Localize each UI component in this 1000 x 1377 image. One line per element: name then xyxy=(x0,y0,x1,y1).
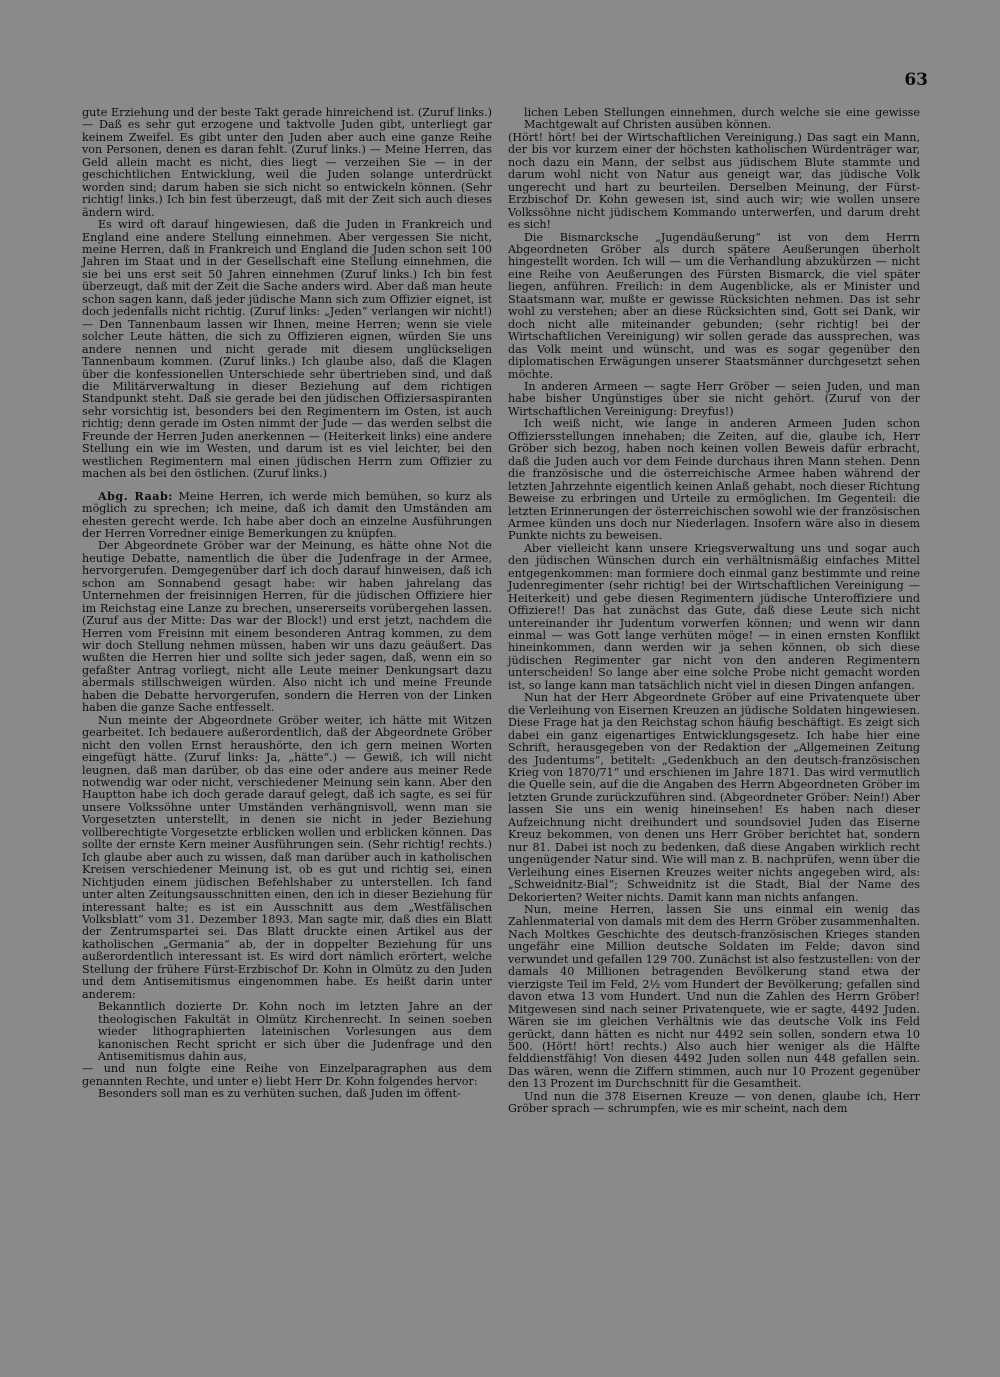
block-quote: lichen Leben Stellungen einnehmen, durch welche sie eine gewisse Machtgewalt auf Christen ausüben können. xyxy=(524,106,920,132)
block-quote: Besonders soll man es zu verhüten suchen, daß Juden im öffent- xyxy=(98,1087,461,1101)
speech-text: Meine Herren, ich werde mich bemühen, so kurz als möglich zu sprechen; ich meine, daß ich damit den Umständen am ehesten gerecht werde. Ich habe aber doch an einzelne Ausführungen der Herren Vorredner einige Bemerkungen zu knüpfen. xyxy=(82,489,492,540)
paragraph: gute Erziehung und der beste Takt gerade hinreichend ist. (Zuruf links.) — Daß es sehr gut erzogene und taktvolle Juden gibt, unterliegt gar keinem Zweifel. Es gibt unter den Juden aber auch eine ganze Reihe von Personen, denen es daran fehlt. (Zuruf links.) — Meine Herren, das Geld allein macht es nicht, dies liegt — verzeihen Sie — in der geschichtlichen Entwicklung, weil die Juden solange unterdrückt worden sind; darum haben sie sich nicht so entwickeln können. (Sehr richtig! links.) Ich bin fest überzeugt, daß mit der Zeit sich auch dieses ändern wird. xyxy=(82,106,492,219)
block-quote: Bekanntlich dozierte Dr. Kohn noch im letzten Jahre an der theologischen Fakultät in Olmütz Kirchenrecht. In seinen soeben wieder lithographierten lateinischen Vorlesungen aus dem kanonischen Recht spricht er sich über die Judenfrage und den Antisemitismus dahin aus, xyxy=(98,1000,492,1063)
speech-paragraph xyxy=(82,491,492,541)
paragraph: Nun, meine Herren, lassen Sie uns einmal ein wenig das Zahlenmaterial von damals mit dem des Herrn Gröber zusammenhalten. Nach Moltkes Geschichte des deutsch-französischen Krieges standen ungefähr eine Million deutsche Soldaten im Felde; davon sind verwundet und gefallen 129 700. Zunächst ist also festzustellen: von der damals 40 Millionen betragenden Bevölkerung stand etwa der vierzigste Teil im Feld, 2½ vom Hundert der Bevölkerung; gefallen sind davon etwa 13 vom Hundert. Und nun die Zahlen des Herrn Gröber! Mitgewesen sind nach seiner Privatenquete, wie er sagte, 4492 Juden. Wären sie im gleichen Verhältnis wie das deutsche Volk ins Feld gerückt, dann hätten es nicht nur 4492 sein sollen, sondern etwa 10 500. (Hört! hört! rechts.) Also auch hier weniger als die Hälfte felddienstfähig! Von diesen 4492 Juden sollen nun 448 gefallen sein. Das wären, wenn die Ziffern stimmen, auch nur 10 Prozent gegenüber den 13 Prozent im Durchschnitt für die Gesamtheit. xyxy=(508,903,920,1091)
paragraph: In anderen Armeen — sagte Herr Gröber — seien Juden, und man habe bisher Ungünstiges über sie nicht gehört. (Zuruf von der Wirtschaftlichen Vereinigung: Dreyfus!) xyxy=(508,379,920,418)
paragraph: Es wird oft darauf hingewiesen, daß die Juden in Frankreich und England eine andere Stellung einnehmen. Aber vergessen Sie nicht, meine Herren, daß in Frankreich und England die Juden schon seit 100 Jahren im Staat und in der Gesellschaft eine Stellung einnehmen, die sie bei uns erst seit 50 Jahren einnehmen (Zuruf links.) Ich bin fest überzeugt, daß mit der Zeit die Sache anders wird. Aber daß man heute schon sagen kann, daß jeder jüdische Mann sich zum Offizier eignet, ist doch jedenfalls nicht richtig. (Zuruf links: „Jeden“ verlangen wir nicht!) — Den Tannenbaum lassen wir Ihnen, meine Herren; wenn sie viele solcher Leute hätten, die sich zu Offizieren eignen, würden Sie uns andere nennen und nicht gerade mit diesem unglückseligen Tannenbaum kommen. (Zuruf links.) Ich glaube also, daß die Klagen über die konfessionellen Unterschiede sehr übertrieben sind, und daß die Militärverwaltung in dieser Beziehung auf dem richtigen Standpunkt steht. Daß sie gerade bei den jüdischen Offiziersaspiranten sehr vorsichtig ist, besonders bei den Regimentern im Osten, ist auch richtig; denn gerade im Osten nimmt der Jude — das werden selbst die Freunde der Herren Juden anerkennen — (Heiterkeit links) eine andere Stellung ein wie im Westen, und darum ist es viel leichter, bei den westlichen Regimentern mal einen jüdischen Herrn zum Offizier zu machen als bei den östlichen. (Zuruf links.) xyxy=(82,218,492,481)
right-column xyxy=(508,107,920,1116)
paragraph: Nun meinte der Abgeordnete Gröber weiter, ich hätte mit Witzen gearbeitet. Ich bedauere außerordentlich, daß der Abgeordnete Gröber nicht den vollen Ernst heraushörte, den ich gern meinen Worten eingefügt hätte. (Zuruf links: Ja, „hätte“.) — Gewiß, ich will nicht leugnen, daß man darüber, ob das eine oder andere aus meiner Rede notwendig war oder nicht, verschiedener Meinung sein kann. Aber den Hauptton habe ich doch gerade darauf gelegt, daß ich sagte, es sei für unsere Volkssöhne unter Umständen verhängnisvoll, wenn man sie Vorgesetzten unterstellt, in denen sie nicht in jeder Beziehung vollberechtigte Vorgesetzte erblicken wollen und erblicken können. Das sollte der ernste Kern meiner Ausführungen sein. (Sehr richtig! rechts.) Ich glaube aber auch zu wissen, daß man darüber auch in katholischen Kreisen verschiedener Meinung ist, ob es gut und richtig sei, einen Nichtjuden einem jüdischen Befehlshaber zu unterstellen. Ich fand unter alten Zeitungsausschnitten einen, den ich in dieser Beziehung für interessant halte; es ist ein Ausschnitt aus dem „Westfälischen Volksblatt“ vom 31. Dezember 1893. Man sagte mir, daß dies ein Blatt der Zentrumspartei sei. Das Blatt druckte einen Artikel aus der katholischen „Germania“ ab, der in doppelter Beziehung für uns außerordentlich interessant ist. Es wird dort nämlich erörtert, welche Stellung der frühere Fürst-Erzbischof Dr. Kohn in Olmütz zu den Juden und dem Antisemitismus eingenommen habe. Es heißt darin unter anderem: xyxy=(82,713,492,1001)
paragraph: Aber vielleicht kann unsere Kriegsverwaltung uns und sogar auch den jüdischen Wünschen durch ein verhältnismäßig einfaches Mittel entgegenkommen: man formiere doch einmal ganz bestimmte und reine Judenregimenter (sehr richtig! bei der Wirtschaftlichen Vereinigung — Heiterkeit) und gebe diesen Regimentern jüdische Unteroffiziere und Offiziere!! Das hat zunächst das Gute, daß diese Leute sich nicht untereinander ihr Judentum vorwerfen können; und wenn wir dann einmal — was Gott lange verhüten möge! — in einen ernsten Konflikt hineinkommen, dann werden wir ja sehen können, ob sich diese jüdischen Regimenter gar nicht von den anderen Regimentern unterscheiden! So lange aber eine solche Probe nicht gemacht worden ist, so lange kann man tatsächlich nicht viel in diesen Dingen anfangen. xyxy=(508,541,920,692)
paragraph: (Hört! hört! bei der Wirtschaftlichen Vereinigung.) Das sagt ein Mann, der bis vor kurzem einer der höchsten katholischen Würdenträger war, noch dazu ein Mann, der selbst aus jüdischem Blute stammte und darum wohl nicht von Natur aus geneigt war, das jüdische Volk ungerecht und hart zu beurteilen. Derselben Meinung, der Fürst-Erzbischof Dr. Kohn gewesen ist, sind auch wir; wie wollen unsere Volkssöhne nicht jüdischem Kommando unterwerfen, und darum dreht es sich! xyxy=(508,130,920,232)
paragraph: Der Abgeordnete Gröber war der Meinung, es hätte ohne Not die heutige Debatte, namentlich die über die Judenfrage in der Armee, hervorgerufen. Demgegenüber darf ich doch darauf hinweisen, daß ich schon am Sonnabend gesagt habe: wir haben jahrelang das Unternehmen der freisinnigen Herren, für die jüdischen Offiziere hier im Reichstag eine Lanze zu brechen, unsererseits vorübergehen lassen. (Zuruf aus der Mitte: Das war der Block!) und erst jetzt, nachdem die Herren vom Freisinn mit einem besonderen Antrag kommen, zu dem wir doch Stellung nehmen müssen, haben wir uns dazu geäußert. Das wußten die Herren hier und sollte sich jeder sagen, daß, wenn ein so gefaßter Antrag vorliegt, nicht alle Leute meiner Denkungsart dazu abermals stillschweigen würden. Also nicht ich und meine Freunde haben die Debatte hervorgerufen, sondern die Herren von der Linken haben die ganze Sache entfesselt. xyxy=(82,539,492,715)
paragraph: Und nun die 378 Eisernen Kreuze — von denen, glaube ich, Herr Gröber sprach — schrumpfen, wie es mir scheint, nach dem xyxy=(508,1089,920,1116)
paragraph: Nun hat der Herr Abgeordnete Gröber auf eine Privatenquete über die Verleihung von Eisernen Kreuzen an jüdische Soldaten hingewiesen. Diese Frage hat ja den Reichstag schon häufig beschäftigt. Es zeigt sich dabei ein ganz eigenartiges Entwicklungsgesetz. Ich habe hier eine Schrift, herausgegeben von der Redaktion der „Allgemeinen Zeitung des Judentums“, betitelt: „Gedenkbuch an den deutsch-französischen Krieg von 1870/71“ und erschienen im Jahre 1871. Das wird vermutlich die Quelle sein, auf die die Angaben des Herrn Abgeordneten Gröber im letzten Grunde zurückzuführen sind. (Abgeordneter Gröber: Nein!) Aber lassen Sie uns ein wenig hineinsehen! Es haben nach dieser Aufzeichnung nicht dreihundert und soundsoviel Juden das Eiserne Kreuz bekommen, von denen uns Herr Gröber berichtet hat, sondern nur 81. Dabei ist noch zu bedenken, daß diese Angaben wirklich recht ungenügender Natur sind. Wie will man z. B. nachprüfen, wenn über die Verleihung eines Eisernen Kreuzes weiter nichts angegeben wird, als: „Schweidnitz-Bial“; Schweidnitz ist die Stadt, Bial der Name des Dekorierten? Weiter nichts. Damit kann man nichts anfangen. xyxy=(508,691,920,904)
paragraph: — und nun folgte eine Reihe von Einzelparagraphen aus dem genannten Rechte, und unter e) liebt Herr Dr. Kohn folgendes hervor: xyxy=(82,1062,492,1088)
paragraph: Ich weiß nicht, wie lange in anderen Armeen Juden schon Offiziersstellungen innehaben; die Zeiten, auf die, glaube ich, Herr Gröber sich bezog, haben noch keinen vollen Beweis dafür erbracht, daß die Juden auch vor dem Feinde durchaus ihren Mann stehen. Denn die französische und die österreichische Armee haben während der letzten Jahrzehnte eigentlich keinen Anlaß gehabt, noch dieser Richtung Beweise zu erbringen und Urteile zu ermöglichen. Im Gegenteil: die letzten Erinnerungen der österreichischen sowohl wie der französischen Armee künden uns doch nur Niederlagen. Insofern wäre also in diesem Punkte nichts zu beweisen. xyxy=(508,417,920,543)
page-number: 63 xyxy=(904,70,928,90)
paragraph: Die Bismarcksche „Jugendäußerung“ ist von dem Herrn Abgeordneten Gröber als durch spätere Aeußerungen überholt hingestellt worden. Ich will — um die Verhandlung abzukürzen — nicht eine Reihe von Aeußerungen des Fürsten Bismarck, die viel später liegen, anführen. Freilich: in dem Augenblicke, als er Minister und Staatsmann war, mußte er gewisse Rücksichten nehmen. Das ist sehr wohl zu verstehen; aber an diese Rücksichten sind, Gott sei Dank, wir doch nicht alle miteinander gebunden; (sehr richtig! bei der Wirtschaftlichen Vereinigung) wir sollen gerade das aussprechen, was das Volk meint und wünscht, und was es sogar gegenüber den diplomatischen Erwägungen unserer Staatsmänner durchgesetzt sehen möchte. xyxy=(508,230,920,381)
speaker-label: Abg. Raab: xyxy=(98,489,173,503)
left-column xyxy=(82,107,492,1101)
